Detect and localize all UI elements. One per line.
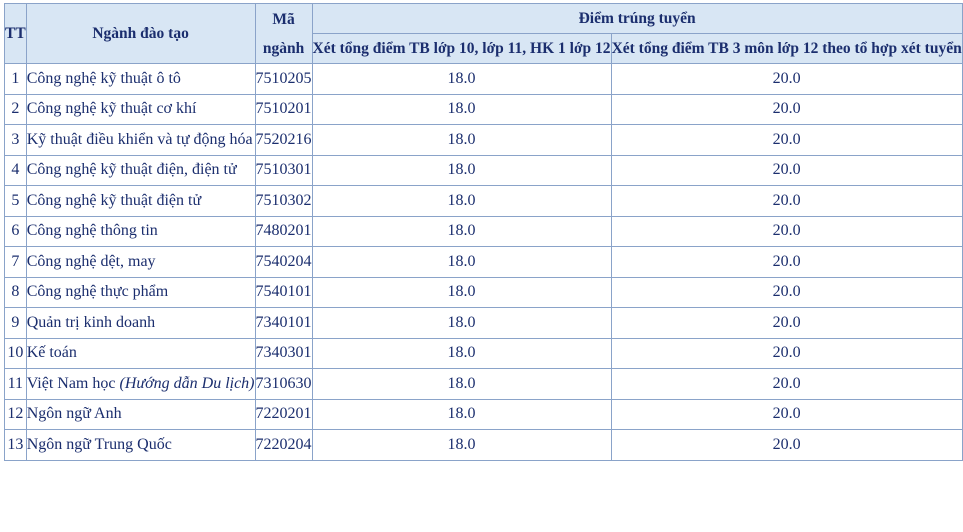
row-tt: 8 [5,277,27,308]
table-row [5,308,963,339]
row-major-label: Kế toán [26,344,77,362]
row-score-method-1: 18.0 [312,308,611,339]
row-major-code: 7510205 [255,64,312,95]
row-major-label: Việt Nam học [26,374,116,392]
row-major-code: 7520216 [255,125,312,156]
row-major-name [26,430,255,461]
row-major-code: 7510302 [255,186,312,217]
row-major-name [26,186,255,217]
table-row [5,64,963,95]
header-method-1: Xét tổng điểm TB lớp 10, lớp 11, HK 1 lớp 12 [312,34,611,64]
row-major-name [26,369,255,400]
row-major-name [26,308,255,339]
row-score-method-2: 20.0 [611,186,962,217]
row-score-method-2: 20.0 [611,216,962,247]
header-code-line1: Mã [272,10,295,28]
row-score-method-1: 18.0 [312,247,611,278]
header-score-group: Điểm trúng tuyển [312,4,962,34]
row-score-method-1: 18.0 [312,338,611,369]
row-tt: 6 [5,216,27,247]
row-score-method-1: 18.0 [312,94,611,125]
header-method-2: Xét tổng điểm TB 3 môn lớp 12 theo tổ hợp xét tuyển [611,34,962,64]
row-tt: 2 [5,94,27,125]
row-major-label: Quản trị kinh doanh [26,313,156,331]
row-major-label: Kỹ thuật điều khiển và tự động hóa [26,130,253,148]
row-major-name [26,399,255,430]
row-major-label: Công nghệ kỹ thuật điện tử [26,191,202,209]
table-row [5,94,963,125]
table-row [5,125,963,156]
row-major-label: Công nghệ dệt, may [26,252,156,270]
table-row [5,277,963,308]
row-score-method-1: 18.0 [312,216,611,247]
row-major-label: Công nghệ kỹ thuật điện, điện tử [26,161,237,179]
row-score-method-1: 18.0 [312,155,611,186]
row-major-code: 7310630 [255,369,312,400]
row-major-label: Ngôn ngữ Anh [26,405,122,423]
row-major-label: Công nghệ kỹ thuật ô tô [26,69,181,87]
admission-scores-table [4,3,963,461]
row-tt: 1 [5,64,27,95]
row-score-method-1: 18.0 [312,277,611,308]
table-row [5,216,963,247]
row-tt: 13 [5,430,27,461]
row-score-method-2: 20.0 [611,430,962,461]
row-major-name [26,64,255,95]
row-score-method-1: 18.0 [312,186,611,217]
header-code-line2: ngành [262,39,305,57]
row-score-method-2: 20.0 [611,94,962,125]
row-score-method-2: 20.0 [611,277,962,308]
row-major-code: 7540204 [255,247,312,278]
row-major-code: 7480201 [255,216,312,247]
row-tt: 4 [5,155,27,186]
row-tt: 9 [5,308,27,339]
table-row [5,247,963,278]
table-body [5,64,963,461]
table-row [5,399,963,430]
row-tt: 12 [5,399,27,430]
row-major-name [26,94,255,125]
row-major-label: Công nghệ kỹ thuật cơ khí [26,100,197,118]
row-major-code: 7340301 [255,338,312,369]
table-row [5,186,963,217]
row-score-method-2: 20.0 [611,308,962,339]
row-tt: 11 [5,369,27,400]
row-major-code: 7220201 [255,399,312,430]
row-major-note: (Hướng dẫn Du lịch) [119,374,255,392]
row-tt: 7 [5,247,27,278]
row-tt: 3 [5,125,27,156]
table-row [5,430,963,461]
row-score-method-1: 18.0 [312,64,611,95]
row-score-method-1: 18.0 [312,430,611,461]
row-score-method-1: 18.0 [312,369,611,400]
row-major-code: 7340101 [255,308,312,339]
row-major-code: 7540101 [255,277,312,308]
row-major-name [26,216,255,247]
row-tt: 5 [5,186,27,217]
row-major-name [26,338,255,369]
row-score-method-2: 20.0 [611,155,962,186]
header-major: Ngành đào tạo [26,4,255,64]
row-major-code: 7510201 [255,94,312,125]
row-major-code: 7510301 [255,155,312,186]
table-row [5,369,963,400]
row-major-name [26,277,255,308]
row-major-name [26,155,255,186]
row-major-label: Ngôn ngữ Trung Quốc [26,435,172,453]
row-score-method-2: 20.0 [611,64,962,95]
table-row [5,155,963,186]
row-major-code: 7220204 [255,430,312,461]
row-score-method-2: 20.0 [611,399,962,430]
row-major-name [26,125,255,156]
row-major-label: Công nghệ thông tin [26,222,158,240]
row-major-name [26,247,255,278]
row-major-label: Công nghệ thực phẩm [26,283,169,301]
table-row [5,338,963,369]
header-code [255,4,312,64]
row-score-method-2: 20.0 [611,125,962,156]
row-score-method-2: 20.0 [611,247,962,278]
row-tt: 10 [5,338,27,369]
row-score-method-1: 18.0 [312,125,611,156]
row-score-method-2: 20.0 [611,369,962,400]
header-tt: TT [5,4,27,64]
row-score-method-2: 20.0 [611,338,962,369]
row-score-method-1: 18.0 [312,399,611,430]
